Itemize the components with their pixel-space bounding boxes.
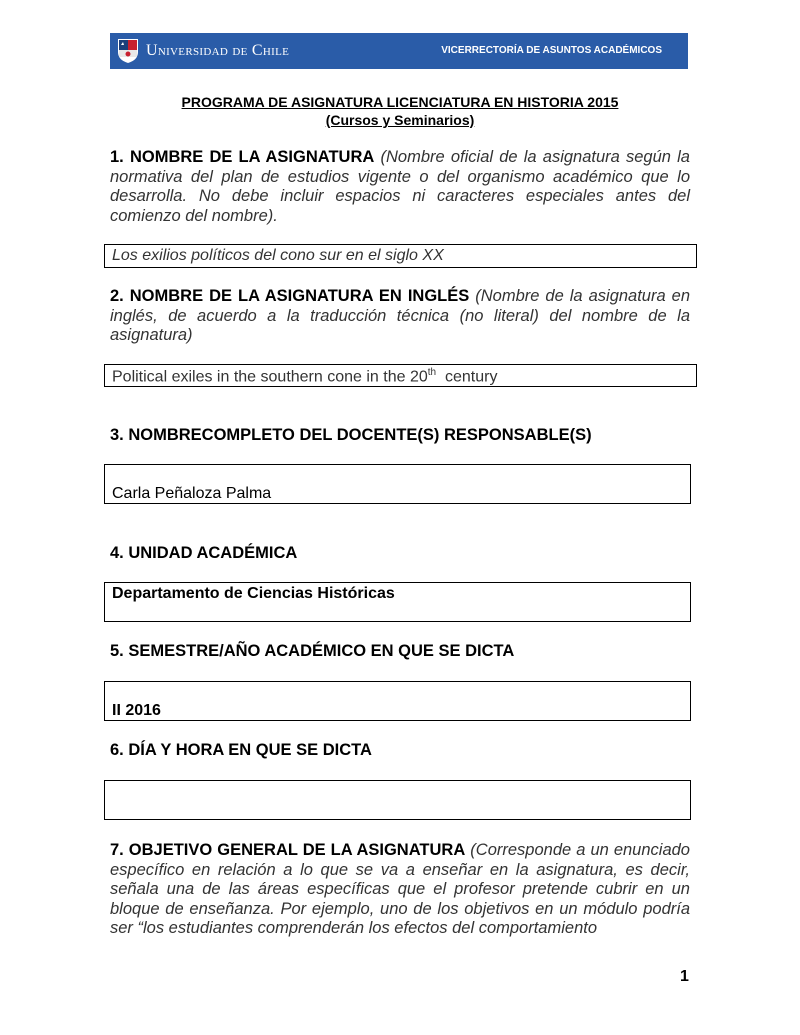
section-3-heading: 3. NOMBRECOMPLETO DEL DOCENTE(S) RESPONSABLE(S) <box>110 426 592 444</box>
section-5-box <box>104 681 691 721</box>
section-6 <box>110 741 690 761</box>
english-name-text-end: century <box>436 368 498 386</box>
section-7-description: (Corresponde a un enunciado específico en relación a lo que se va a enseñar en la asignatura, es decir, señala una de las áreas específicas que el profesor pretende cubrir en un bloque de enseñanza. Por ejemplo, uno de los objetivos en un módulo podría ser “los estudiantes comprenderán los efectos del comportamiento <box>110 841 690 937</box>
semester-value: II 2016 <box>112 702 161 719</box>
section-4-box <box>104 582 691 622</box>
course-name-value: Los exilios políticos del cono sur en el siglo XX <box>112 247 444 264</box>
section-4 <box>110 544 690 564</box>
document-subtitle: (Cursos y Seminarios) <box>325 112 475 128</box>
section-6-heading: 6. DÍA Y HORA EN QUE SE DICTA <box>110 741 372 759</box>
section-1 <box>110 148 690 226</box>
english-name-value <box>112 367 497 386</box>
academic-unit-value: Departamento de Ciencias Históricas <box>112 585 395 602</box>
section-7 <box>110 841 690 939</box>
section-3-box <box>104 464 691 504</box>
section-5 <box>110 642 690 662</box>
section-2-box <box>104 364 697 387</box>
section-3 <box>110 426 690 446</box>
section-5-heading: 5. SEMESTRE/AÑO ACADÉMICO EN QUE SE DICTA <box>110 642 515 660</box>
university-name: Universidad de Chile <box>146 42 290 59</box>
section-4-heading: 4. UNIDAD ACADÉMICA <box>110 544 298 562</box>
section-2-description: (Nombre de la asignatura en inglés, de acuerdo a la traducción técnica (no literal) del nombre de la asignatura) <box>110 287 690 344</box>
university-crest-icon <box>117 38 139 64</box>
section-6-box <box>104 780 691 820</box>
page-number: 1 <box>680 968 689 985</box>
section-2 <box>110 287 690 346</box>
section-1-box <box>104 244 697 268</box>
vicerrectoria-label: VICERRECTORÍA DE ASUNTOS ACADÉMICOS <box>441 45 662 56</box>
document-title: PROGRAMA DE ASIGNATURA LICENCIATURA EN HISTORIA 2015 <box>181 94 619 110</box>
section-1-description: (Nombre oficial de la asignatura según la normativa del plan de estudios vigente o del organismo académico que lo desarrolla. No debe incluir espacios ni caracteres especiales antes del comienzo del nombre). <box>110 148 690 225</box>
header-banner <box>110 33 688 69</box>
english-name-text: Political exiles in the southern cone in the 20 <box>112 368 428 386</box>
section-1-heading: 1. NOMBRE DE LA ASIGNATURA <box>110 148 375 166</box>
section-7-heading: 7. OBJETIVO GENERAL DE LA ASIGNATURA <box>110 841 466 859</box>
english-name-superscript: th <box>427 367 437 378</box>
instructor-value: Carla Peñaloza Palma <box>112 485 272 502</box>
section-2-heading: 2. NOMBRE DE LA ASIGNATURA EN INGLÉS <box>110 287 470 305</box>
